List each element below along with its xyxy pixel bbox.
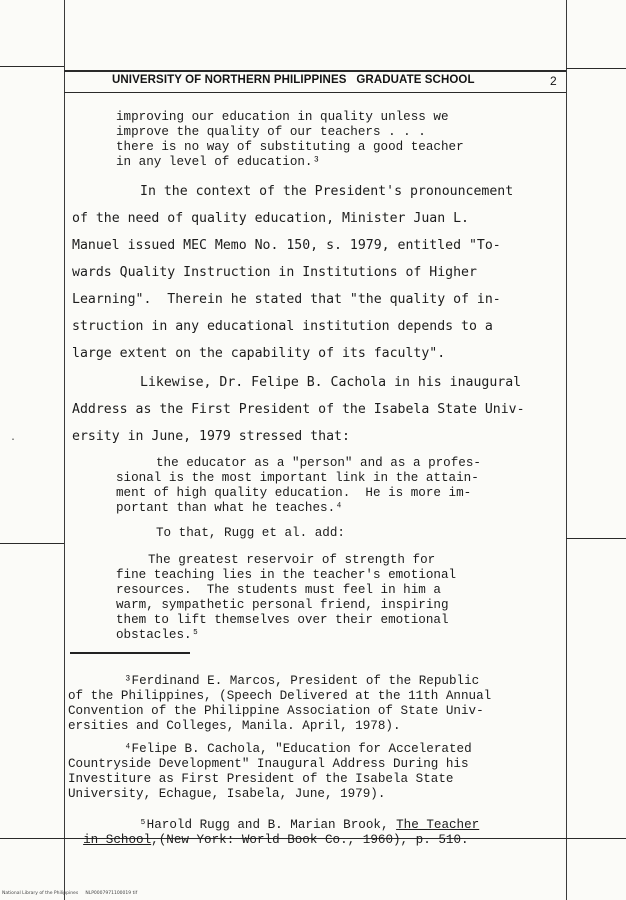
footnote-4-line: Countryside Development" Inaugural Address During his xyxy=(68,757,469,771)
header-rule-right xyxy=(566,68,626,69)
header-title: UNIVERSITY OF NORTHERN PHILIPPINES GRADUATE SCHOOL xyxy=(112,74,475,86)
quote1-line: in any level of education.³ xyxy=(116,155,321,169)
footnote-4-line: University, Echague, Isabela, June, 1979). xyxy=(68,787,386,801)
quote2-line: portant than what he teaches.⁴ xyxy=(116,501,343,515)
quote3-line: The greatest reservoir of strength for xyxy=(148,553,436,567)
footnote-5-line xyxy=(68,819,469,847)
para1-line: wards Quality Instruction in Institutions of Higher xyxy=(72,265,477,280)
quote3-line: resources. The students must feel in him a xyxy=(116,583,441,597)
quote1-line: improve the quality of our teachers . . . xyxy=(116,125,426,139)
quote2-line: ment of high quality education. He is more im- xyxy=(116,486,472,500)
para1-line: struction in any educational institution depends to a xyxy=(72,319,493,334)
page-header xyxy=(112,74,572,86)
para1-line: of the need of quality education, Minister Juan L. xyxy=(72,211,469,226)
page-number: 2 xyxy=(550,74,557,88)
quote1-line: there is no way of substituting a good teacher xyxy=(116,140,464,154)
para1-line: In the context of the President's pronouncement xyxy=(140,184,514,199)
right-margin-line xyxy=(566,0,567,900)
footnote-5-title: The Teacher xyxy=(396,818,480,832)
header-rule-top xyxy=(64,70,566,72)
quote3-line: warm, sympathetic personal friend, inspiring xyxy=(116,598,449,612)
para2-line: ersity in June, 1979 stressed that: xyxy=(72,429,350,444)
quote1-line: improving our education in quality unless we xyxy=(116,110,449,124)
footnote-5-rest: ,(New York: World Book Co., 1960), p. 510. xyxy=(151,833,469,847)
para2-line: Likewise, Dr. Felipe B. Cachola in his inaugural xyxy=(140,375,522,390)
header-rule-left xyxy=(0,66,64,67)
footnote-4-line: Investiture as First President of the Isabela State xyxy=(68,772,454,786)
quote2-line: sional is the most important link in the attain- xyxy=(116,471,479,485)
left-margin-line xyxy=(64,0,65,900)
footnote-3-line: Convention of the Philippine Association of State Univ- xyxy=(68,704,484,718)
para1-line: Learning". Therein he stated that "the quality of in- xyxy=(72,292,501,307)
footnote-3-line: ersities and Colleges, Manila. April, 1978). xyxy=(68,719,401,733)
mid-rule-right xyxy=(566,538,626,539)
footnote-5-lead: ⁵Harold Rugg and B. Marian Brook, xyxy=(139,818,397,832)
para3-line: To that, Rugg et al. add: xyxy=(156,526,345,540)
quote3-line: them to lift themselves over their emotional xyxy=(116,613,449,627)
margin-mark: . xyxy=(10,432,17,443)
para1-line: large extent on the capability of its faculty". xyxy=(72,346,446,361)
footnote-5-title-cont: in School xyxy=(83,833,152,847)
footnote-3-line: ³Ferdinand E. Marcos, President of the Republic xyxy=(124,674,480,688)
quote2-line: the educator as a "person" and as a profes- xyxy=(156,456,481,470)
footnote-3-line: of the Philippines, (Speech Delivered at the 11th Annual xyxy=(68,689,492,703)
footnote-4-line: ⁴Felipe B. Cachola, "Education for Accelerated xyxy=(124,742,472,756)
header-rule-bottom xyxy=(64,92,566,93)
para2-line: Address as the First President of the Isabela State Univ- xyxy=(72,402,525,417)
scan-credit: National Library of the Philippines NLP0007971100019 tif xyxy=(2,891,138,896)
quote3-line: obstacles.⁵ xyxy=(116,628,200,642)
mid-rule-left xyxy=(0,543,64,544)
footnote-separator xyxy=(70,652,190,654)
quote3-line: fine teaching lies in the teacher's emotional xyxy=(116,568,457,582)
para1-line: Manuel issued MEC Memo No. 150, s. 1979, entitled "To- xyxy=(72,238,501,253)
